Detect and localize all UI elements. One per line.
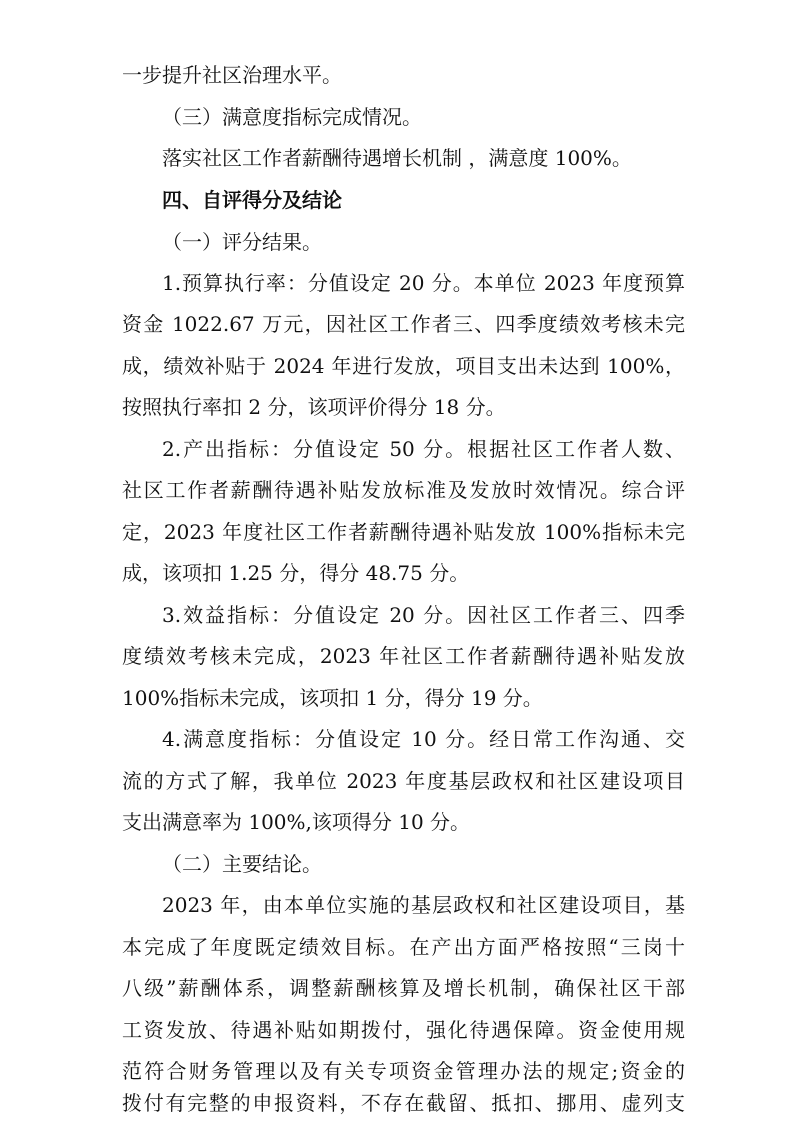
paragraph-line: 度绩效考核未完成，2023 年社区工作者薪酬待遇补贴发放 [122,644,685,668]
paragraph-line: 100%指标未完成，该项扣 1 分，得分 19 分。 [122,686,543,710]
paragraph-line: 社区工作者薪酬待遇补贴发放标准及发放时效情况。综合评 [122,478,685,502]
paragraph-line: 八级”薪酬体系，调整薪酬核算及增长机制，确保社区干部 [122,976,685,1000]
paragraph-line: 1.预算执行率：分值设定 20 分。本单位 2023 年度预算 [162,271,685,295]
sub-heading: （三）满意度指标完成情况。 [162,105,422,129]
paragraph-line: 流的方式了解，我单位 2023 年度基层政权和社区建设项目 [122,769,685,793]
paragraph-line: 2023 年，由本单位实施的基层政权和社区建设项目，基 [162,893,685,917]
section-heading: 四、自评得分及结论 [162,188,342,212]
sub-heading: （二）主要结论。 [162,852,322,876]
paragraph-line: 一步提升社区治理水平。 [122,63,342,87]
sub-heading: （一）评分结果。 [162,230,322,254]
paragraph-line: 定，2023 年度社区工作者薪酬待遇补贴发放 100%指标未完 [122,520,685,544]
paragraph-line: 资金 1022.67 万元，因社区工作者三、四季度绩效考核未完 [122,312,685,336]
paragraph-line: 2.产出指标：分值设定 50 分。根据社区工作者人数、 [162,437,685,461]
paragraph-line: 落实社区工作者薪酬待遇增长机制 ，满意度 100%。 [162,146,632,170]
paragraph-line: 成，绩效补贴于 2024 年进行发放，项目支出未达到 100%， [122,354,685,378]
paragraph-line: 3.效益指标：分值设定 20 分。因社区工作者三、四季 [162,603,685,627]
paragraph-line: 工资发放、待遇补贴如期拨付，强化待遇保障。资金使用规 [122,1018,685,1042]
paragraph-line: 拨付有完整的申报资料，不存在截留、抵扣、挪用、虚列支 [122,1091,685,1115]
paragraph-line: 支出满意率为 100%,该项得分 10 分。 [122,810,471,834]
paragraph-line: 按照执行率扣 2 分，该项评价得分 18 分。 [122,395,506,419]
paragraph-line: 范符合财务管理以及有关专项资金管理办法的规定;资金的 [122,1059,685,1083]
paragraph-line: 成，该项扣 1.25 分，得分 48.75 分。 [122,561,470,585]
paragraph-line: 4.满意度指标：分值设定 10 分。经日常工作沟通、交 [162,727,685,751]
paragraph-line: 本完成了年度既定绩效目标。在产出方面严格按照“三岗十 [122,935,685,959]
